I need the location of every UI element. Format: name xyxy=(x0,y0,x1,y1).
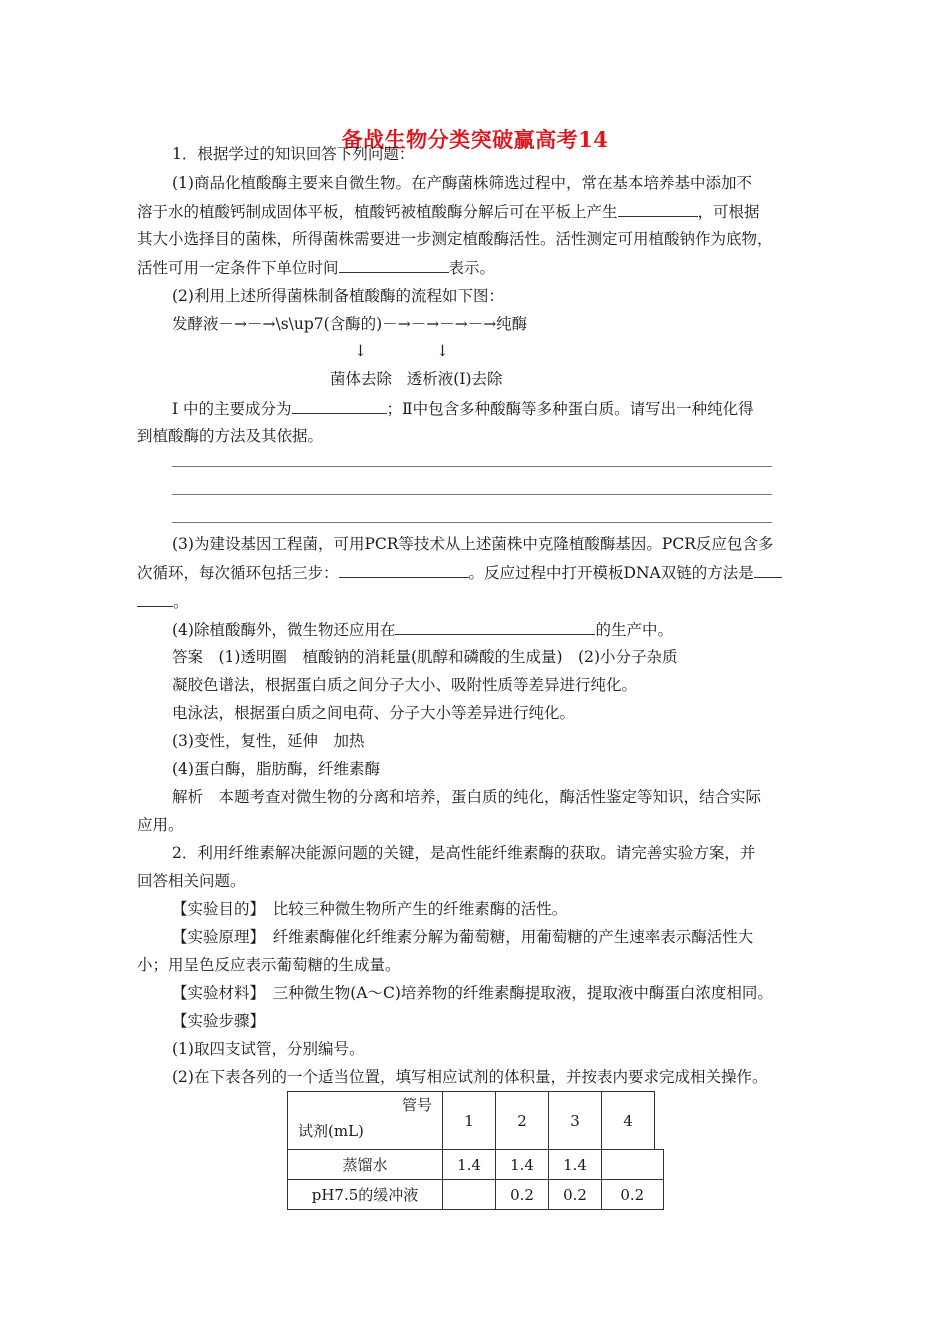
answer-blank xyxy=(754,562,782,578)
corner-top-label: 管号 xyxy=(401,1096,432,1114)
table-row xyxy=(288,1180,664,1210)
answer-1: 答案 (1)透明圈 植酸钠的消耗量(肌醇和磷酸的生成量) (2)小分子杂质 xyxy=(172,648,678,666)
q2-step-2: (2)在下表各列的一个适当位置，填写相应试剂的体积量，并按表内要求完成相关操作。 xyxy=(172,1068,768,1086)
table-col-header: 3 xyxy=(549,1092,602,1150)
answer-line xyxy=(172,494,772,495)
corner-bottom-label: 试剂(mL) xyxy=(298,1122,364,1140)
q2-principle-1: 【实验原理】 纤维素酶催化纤维素分解为葡萄糖，用葡萄糖的产生速率表示酶活性大 xyxy=(172,928,754,946)
table-row-label: pH7.5的缓冲液 xyxy=(288,1180,443,1210)
answer-blank xyxy=(137,591,173,607)
table-spacer xyxy=(655,1092,664,1150)
table-cell xyxy=(602,1150,664,1180)
table-col-header: 2 xyxy=(496,1092,549,1150)
flow-main: 发酵液－→－→\s\up7(含酶的)－→－→－→－→纯酶 xyxy=(172,315,528,333)
analysis-2: 应用。 xyxy=(137,816,184,834)
table-cell xyxy=(443,1180,496,1210)
answer-line xyxy=(172,522,772,523)
answer-blank xyxy=(395,619,595,635)
q1-p2-line3: 到植酸酶的方法及其依据。 xyxy=(137,427,324,445)
q2-principle-2: 小；用呈色反应表示葡萄糖的生成量。 xyxy=(137,956,401,974)
q1-p3-line2 xyxy=(137,562,782,583)
q1-p3-line2b: 。反应过程中打开模板DNA双链的方法是 xyxy=(468,564,754,582)
q1-p2-line2 xyxy=(172,398,754,419)
q1-p1-line1: (1)商品化植酸酶主要来自微生物。在产酶菌株筛选过程中，常在基本培养基中添加不 xyxy=(172,174,752,192)
q1-p4a: (4)除植酸酶外，微生物还应用在 xyxy=(172,621,396,639)
answer-5: (4)蛋白酶，脂肪酶，纤维素酶 xyxy=(172,760,380,778)
q1-p4 xyxy=(172,619,673,640)
q1-p2-line1: (2)利用上述所得菌株制备植酸酶的流程如下图： xyxy=(172,287,504,305)
q1-p1-line2b: ，可根据 xyxy=(697,203,760,221)
flow-sub: 菌体去除 透析液(Ⅰ)去除 xyxy=(330,370,503,388)
answer-blank xyxy=(339,562,469,578)
q1-p3-line2a: 次循环，每次循环包括三步： xyxy=(137,564,339,582)
q2-steps-heading: 【实验步骤】 xyxy=(172,1012,266,1030)
answer-2: 凝胶色谱法，根据蛋白质之间分子大小、吸附性质等差异进行纯化。 xyxy=(172,676,638,694)
table-cell: 0.2 xyxy=(549,1180,602,1210)
analysis-1: 解析 本题考查对微生物的分离和培养，蛋白质的纯化，酶活性鉴定等知识，结合实际 xyxy=(172,788,762,806)
table-col-header: 4 xyxy=(602,1092,655,1150)
q1-p3-line3 xyxy=(137,591,189,612)
table-row-label: 蒸馏水 xyxy=(288,1150,443,1180)
table-cell: 1.4 xyxy=(443,1150,496,1180)
q2-materials: 【实验材料】 三种微生物(A～C)培养物的纤维素酶提取液，提取液中酶蛋白浓度相同。 xyxy=(172,984,773,1002)
q1-p1-line4b: 表示。 xyxy=(448,259,496,277)
table-header-row xyxy=(288,1092,664,1150)
table-col-header: 1 xyxy=(443,1092,496,1150)
q1-p2-line2b: ；Ⅱ中包含多种酸酶等多种蛋白质。请写出一种纯化得 xyxy=(386,400,754,418)
q1-p1-line2a: 溶于水的植酸钙制成固体平板，植酸钙被植酸酶分解后可在平板上产生 xyxy=(137,203,618,221)
page-title: 备战生物分类突破赢高考14 xyxy=(341,127,609,152)
flow-arrows: ↓ ↓ xyxy=(354,342,449,360)
q1-p1-line3: 其大小选择目的菌株，所得菌株需要进一步测定植酸酶活性。活性测定可用植酸钠作为底物， xyxy=(137,230,773,248)
q1-p1-line2 xyxy=(137,201,760,222)
q2-line2: 回答相关问题。 xyxy=(137,872,246,890)
table-corner-cell xyxy=(288,1092,443,1150)
table-cell: 1.4 xyxy=(496,1150,549,1180)
q2-step-1: (1)取四支试管，分别编号。 xyxy=(172,1040,365,1058)
answer-4: (3)变性，复性，延伸 加热 xyxy=(172,732,365,750)
answer-line xyxy=(172,466,772,467)
q1-p1-line4 xyxy=(137,257,495,278)
answer-blank xyxy=(339,257,449,273)
q1-p2-line2a: Ⅰ 中的主要成分为 xyxy=(172,400,292,418)
table-row xyxy=(288,1150,664,1180)
q2-line1: 2．利用纤维素解决能源问题的关键，是高性能纤维素酶的获取。请完善实验方案，并 xyxy=(172,844,756,862)
answer-blank xyxy=(292,398,387,414)
table-cell: 0.2 xyxy=(602,1180,664,1210)
q1-p1-line4a: 活性可用一定条件下单位时间 xyxy=(137,259,339,277)
reagent-table xyxy=(287,1091,664,1210)
table-cell: 1.4 xyxy=(549,1150,602,1180)
answer-blank xyxy=(618,201,698,217)
answer-3: 电泳法，根据蛋白质之间电荷、分子大小等差异进行纯化。 xyxy=(172,704,576,722)
q1-p4b: 的生产中。 xyxy=(595,621,673,639)
q1-p3-line1: (3)为建设基因工程菌，可用PCR等技术从上述菌株中克隆植酸酶基因。PCR反应包含多 xyxy=(172,535,774,553)
q2-aim: 【实验目的】 比较三种微生物所产生的纤维素酶的活性。 xyxy=(172,900,568,918)
table-cell: 0.2 xyxy=(496,1180,549,1210)
q1-stem: 1．根据学过的知识回答下列问题： xyxy=(172,145,415,163)
q1-p3-line3-text: 。 xyxy=(173,593,189,611)
